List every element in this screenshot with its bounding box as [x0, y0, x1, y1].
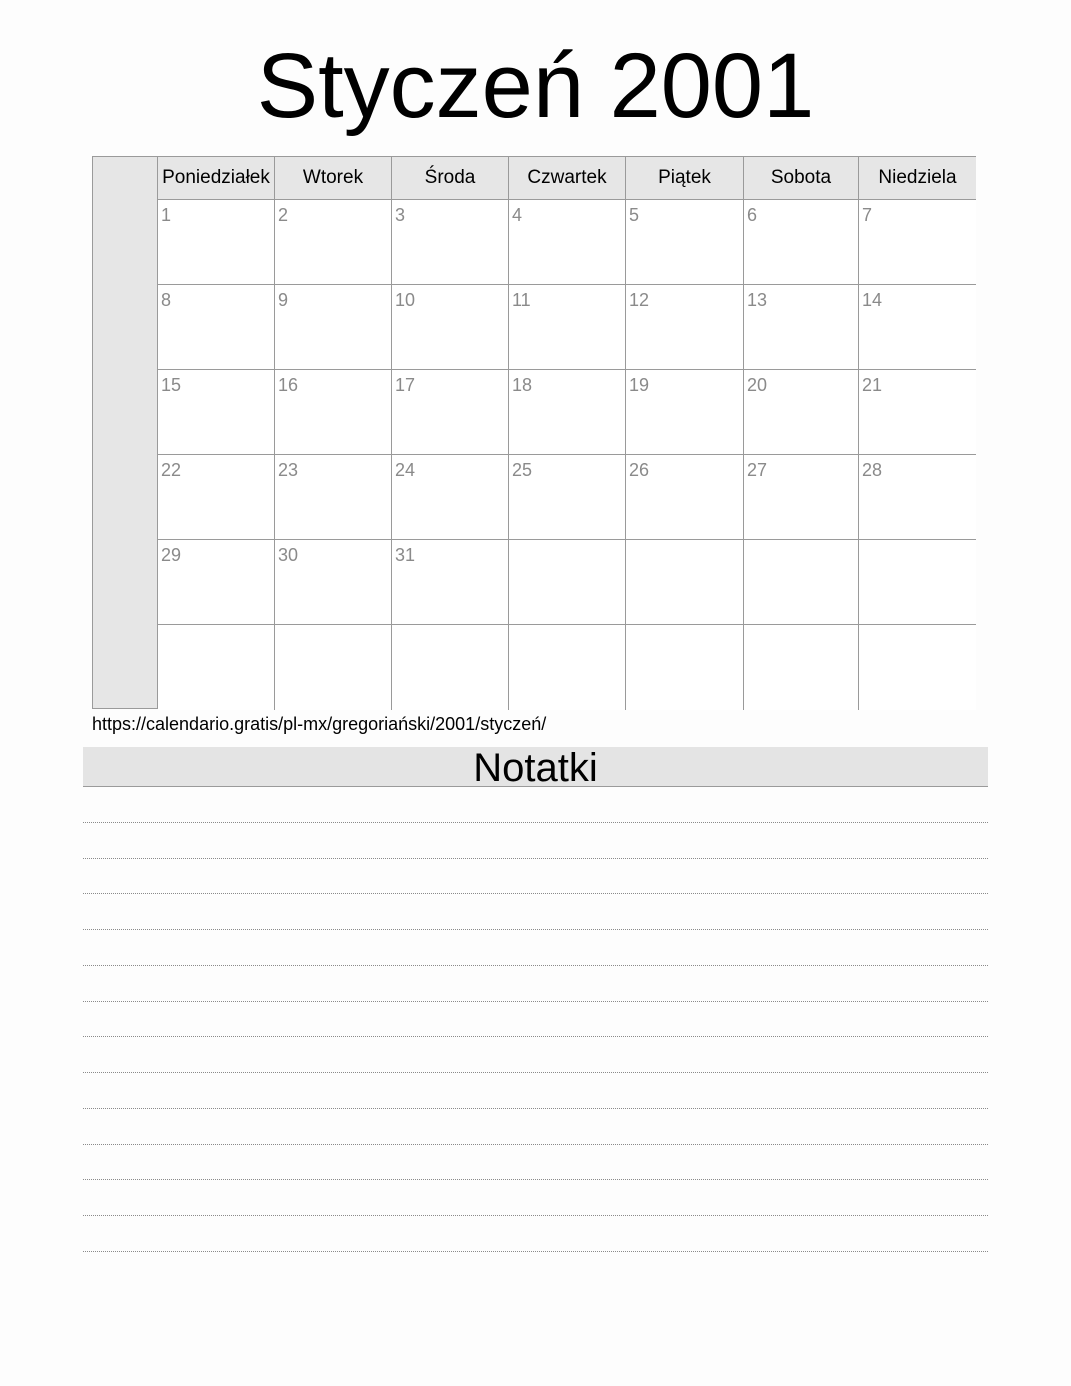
note-line	[83, 1216, 988, 1252]
day-cell	[275, 455, 392, 540]
note-line	[83, 787, 988, 823]
day-number: 23	[278, 460, 299, 480]
weekday-header: Poniedziałek	[158, 157, 275, 200]
weekday-header: Środa	[392, 157, 509, 200]
day-number: 16	[278, 375, 299, 395]
note-line	[83, 930, 988, 966]
day-number: 17	[395, 375, 416, 395]
day-number: 4	[512, 205, 523, 225]
day-number: 18	[512, 375, 533, 395]
day-cell	[509, 540, 626, 625]
note-line	[83, 966, 988, 1002]
note-line	[83, 1109, 988, 1145]
day-number: 24	[395, 460, 416, 480]
calendar-days	[158, 157, 976, 709]
day-cell	[275, 285, 392, 370]
day-number: 30	[278, 545, 299, 565]
weekday-header: Czwartek	[509, 157, 626, 200]
day-number: 8	[161, 290, 172, 310]
day-cell	[392, 625, 509, 710]
day-cell	[744, 625, 859, 710]
day-number: 1	[161, 205, 172, 225]
day-number: 19	[629, 375, 650, 395]
day-cell	[158, 200, 275, 285]
day-cell	[509, 200, 626, 285]
week-number-column	[93, 157, 158, 708]
day-number: 20	[747, 375, 768, 395]
day-cell	[744, 455, 859, 540]
day-number: 5	[629, 205, 640, 225]
day-number: 12	[629, 290, 650, 310]
weekday-header: Niedziela	[859, 157, 976, 200]
calendar-grid	[92, 156, 976, 709]
day-cell	[744, 285, 859, 370]
day-number: 9	[278, 290, 289, 310]
day-cell	[509, 285, 626, 370]
day-number: 26	[629, 460, 650, 480]
day-cell	[158, 455, 275, 540]
day-cell	[859, 625, 976, 710]
day-number: 3	[395, 205, 406, 225]
day-cell	[859, 200, 976, 285]
day-number: 14	[862, 290, 883, 310]
day-number: 22	[161, 460, 182, 480]
day-cell	[859, 455, 976, 540]
note-line	[83, 859, 988, 895]
day-number: 7	[862, 205, 873, 225]
day-number: 27	[747, 460, 768, 480]
note-line	[83, 1180, 988, 1216]
day-cell	[392, 285, 509, 370]
day-cell	[509, 625, 626, 710]
weekday-header: Sobota	[744, 157, 859, 200]
day-cell	[275, 200, 392, 285]
day-cell	[859, 540, 976, 625]
source-url[interactable]: https://calendario.gratis/pl-mx/gregoriański/2001/styczeń/	[92, 714, 547, 734]
day-number: 13	[747, 290, 768, 310]
day-cell	[509, 455, 626, 540]
day-cell	[392, 370, 509, 455]
day-cell	[158, 285, 275, 370]
page-title: Styczeń 2001	[256, 35, 815, 137]
day-cell	[392, 540, 509, 625]
day-number: 2	[278, 205, 289, 225]
note-line	[83, 1145, 988, 1181]
day-cell	[744, 370, 859, 455]
day-cell	[626, 200, 744, 285]
note-line	[83, 1002, 988, 1038]
notes-lines	[83, 787, 988, 1252]
day-cell	[392, 455, 509, 540]
day-number: 10	[395, 290, 416, 310]
day-number: 31	[395, 545, 416, 565]
note-line	[83, 894, 988, 930]
day-cell	[158, 370, 275, 455]
day-cell	[626, 285, 744, 370]
day-number: 25	[512, 460, 533, 480]
day-number: 15	[161, 375, 182, 395]
day-cell	[275, 370, 392, 455]
day-cell	[275, 540, 392, 625]
day-cell	[509, 370, 626, 455]
day-cell	[626, 625, 744, 710]
day-cell	[392, 200, 509, 285]
day-cell	[626, 540, 744, 625]
day-number: 6	[747, 205, 758, 225]
day-cell	[626, 370, 744, 455]
day-cell	[158, 625, 275, 710]
note-line	[83, 1073, 988, 1109]
weekday-header: Wtorek	[275, 157, 392, 200]
day-cell	[626, 455, 744, 540]
day-cell	[275, 625, 392, 710]
weekday-header: Piątek	[626, 157, 744, 200]
day-number: 11	[512, 290, 531, 310]
day-number: 28	[862, 460, 883, 480]
day-cell	[744, 200, 859, 285]
day-cell	[158, 540, 275, 625]
day-number: 29	[161, 545, 182, 565]
note-line	[83, 823, 988, 859]
day-cell	[744, 540, 859, 625]
day-number: 21	[862, 375, 883, 395]
day-cell	[859, 370, 976, 455]
day-cell	[859, 285, 976, 370]
notes-title: Notatki	[83, 747, 988, 787]
note-line	[83, 1037, 988, 1073]
